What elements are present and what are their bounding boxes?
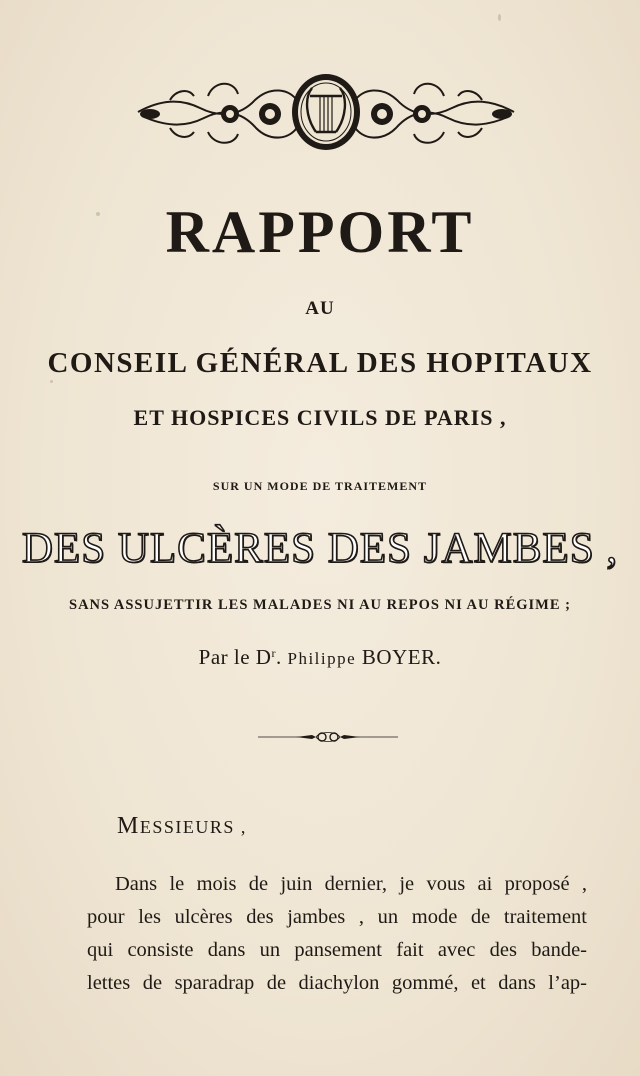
body-line: qui consiste dans un pansement fait avec des bande- [87,939,587,961]
author-line [0,645,640,670]
body-paragraph [87,868,587,1000]
foxing-spot [50,380,53,383]
salutation-initial: M [117,813,140,839]
lyre-vignette-icon [130,70,522,154]
document-title: RAPPORT [165,199,475,265]
ornamental-rule-icon [258,730,398,744]
author-dot: . [275,645,288,669]
salutation-punctuation: , [234,817,247,837]
foxing-spot [498,14,501,21]
recipient-line-1: CONSEIL GÉNÉRAL DES HOPITAUX [47,347,593,379]
author-prefix: Par le D [198,645,272,669]
salutation-rest: ESSIEURS [139,817,235,837]
preposition: AU [305,298,335,319]
subject-intro: SUR UN MODE DE TRAITEMENT [212,479,428,493]
subject-main: DES ULCÈRES DES JAMBES , [21,525,619,572]
subject-detail: SANS ASSUJETTIR LES MALADES NI AU REPOS NI AU RÉGIME ; [69,597,571,613]
body-line: Dans le mois de juin dernier, je vous ai proposé , [115,873,587,895]
author-superscript: r [271,646,276,660]
author-last-name: BOYER. [361,645,442,669]
foxing-spot [96,212,100,216]
body-line: pour les ulcères des jambes , un mode de traitement [87,906,587,928]
author-first-name: Philippe [287,649,357,668]
salutation [117,813,247,840]
recipient-line-2: ET HOSPICES CIVILS DE PARIS , [133,405,507,430]
body-line: lettes de sparadrap de diachylon gommé, et dans l’ap- [87,972,587,994]
